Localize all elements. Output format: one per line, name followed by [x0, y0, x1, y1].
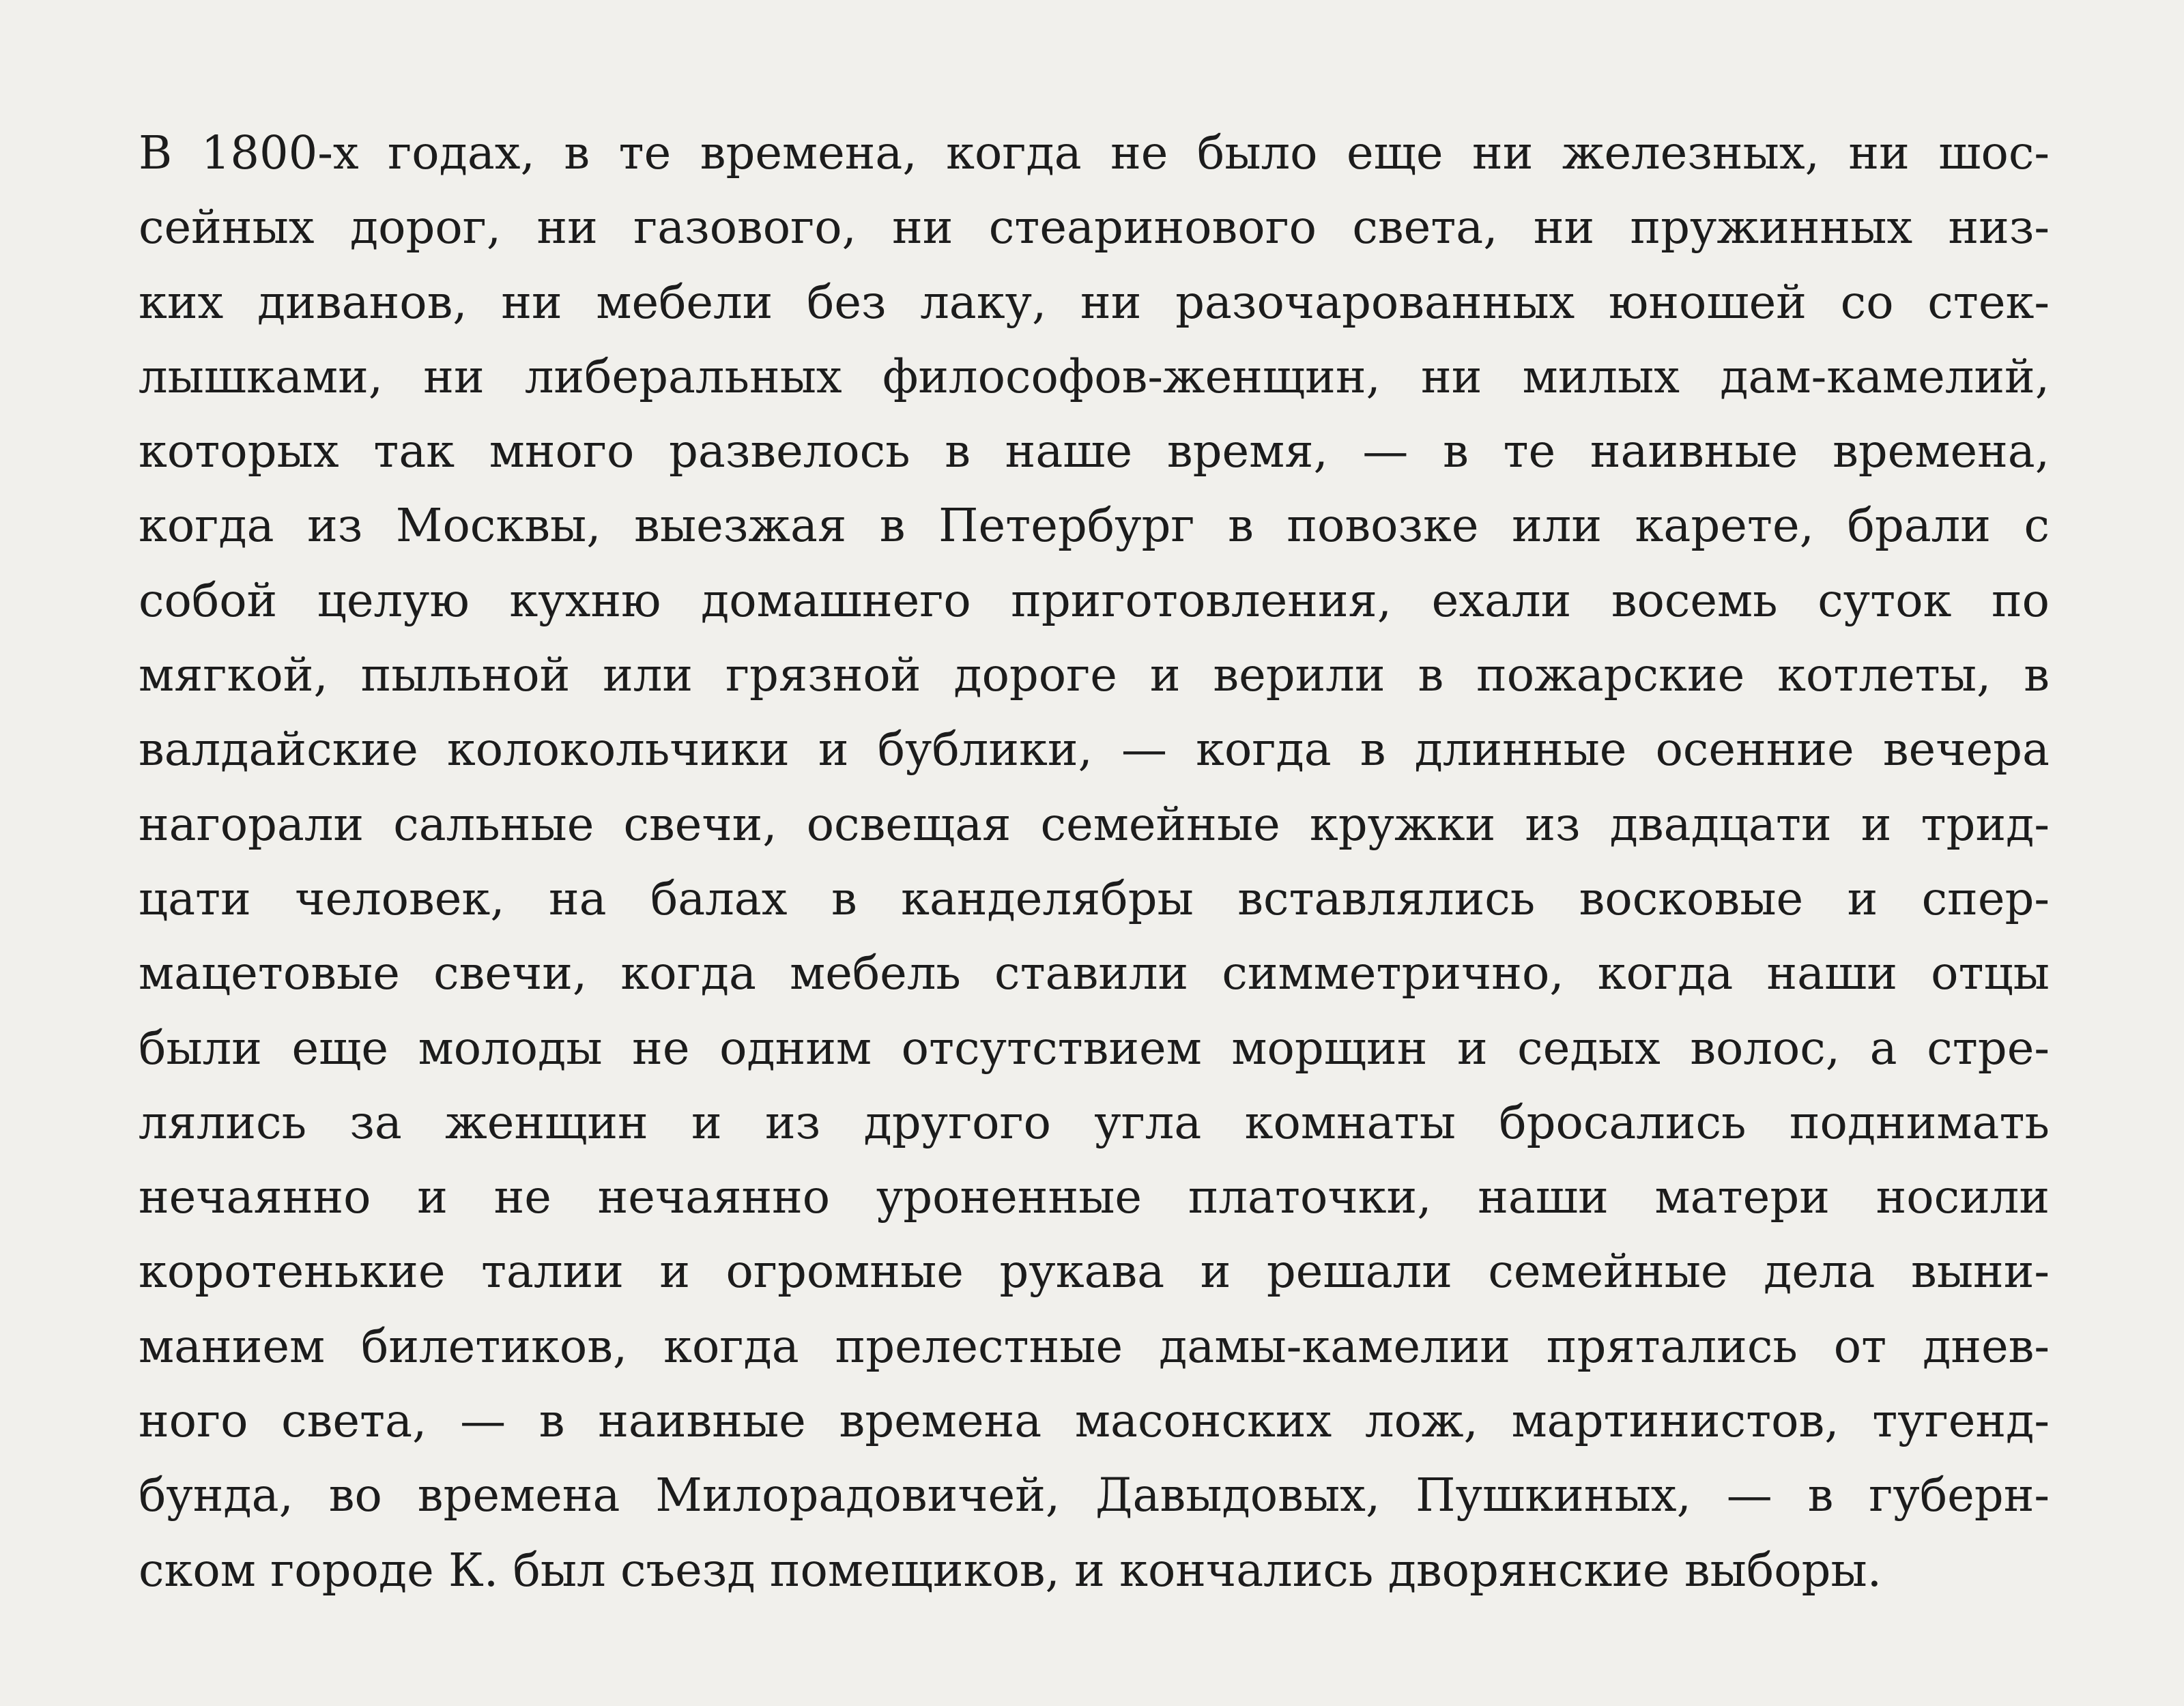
text-line: бунда, во времена Милорадовичей, Давыдовых, Пушкиных, — в губерн- [139, 1469, 2050, 1522]
text-line: были еще молоды не одним отсутствием морщин и седых волос, а стре- [139, 1021, 2050, 1075]
text-block [139, 116, 2050, 1608]
text-line: ких диванов, ни мебели без лаку, ни разочарованных юношей со стек- [139, 275, 2050, 329]
text-line: валдайские колокольчики и бублики, — когда в длинные осенние вечера [139, 723, 2050, 777]
text-line: которых так много развелось в наше время, — в те наивные времена, [139, 424, 2050, 478]
text-line: цати человек, на балах в канделябры вставлялись восковые и спер- [139, 871, 2050, 925]
text-line: В 1800-х годах, в те времена, когда не было еще ни железных, ни шос- [139, 126, 2050, 179]
text-line: сейных дорог, ни газового, ни стеаринового света, ни пружинных низ- [139, 201, 2050, 255]
text-line: лялись за женщин и из другого угла комнаты бросались поднимать [139, 1095, 2050, 1149]
text-line: собой целую кухню домашнего приготовления, ехали восемь суток по [139, 573, 2050, 627]
text-line: коротенькие талии и огромные рукава и решали семейные дела выни- [139, 1245, 2050, 1299]
text-line: манием билетиков, когда прелестные дамы-камелии прятались от днев- [139, 1319, 2050, 1373]
text-line: когда из Москвы, выезжая в Петербург в повозке или карете, брали с [139, 499, 2050, 553]
text-line: нагорали сальные свечи, освещая семейные кружки из двадцати и трид- [139, 797, 2050, 851]
text-line: ском городе К. был съезд помещиков, и кончались дворянские выборы. [139, 1543, 1882, 1597]
text-line: мягкой, пыльной или грязной дороге и верили в пожарские котлеты, в [139, 648, 2050, 702]
text-line: нечаянно и не нечаянно уроненные платочки, наши матери носили [139, 1170, 2050, 1224]
text-line: ного света, — в наивные времена масонских лож, мартинистов, тугенд- [139, 1394, 2050, 1448]
text-line: мацетовые свечи, когда мебель ставили симметрично, когда наши отцы [139, 946, 2050, 1000]
text-line: лышками, ни либеральных философов-женщин, ни милых дам-камелий, [139, 349, 2050, 403]
